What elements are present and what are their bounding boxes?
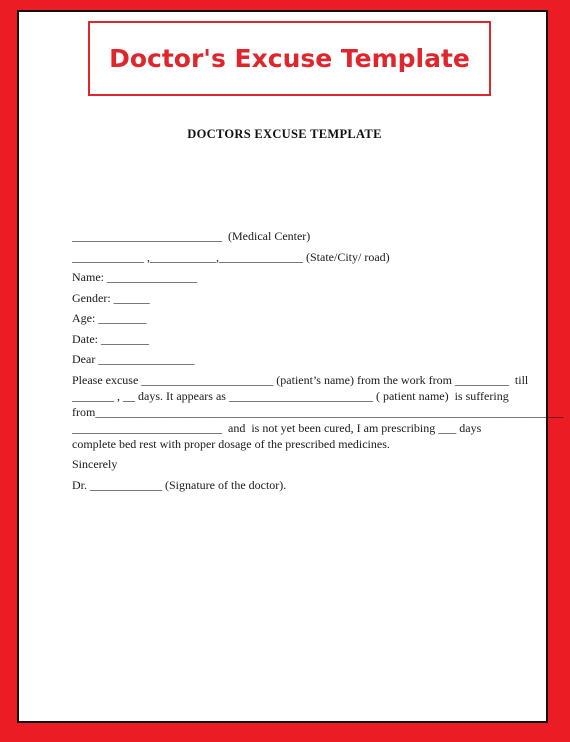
date-field-line: Date: ________ (72, 332, 149, 346)
gender-field-line: Gender: ______ (72, 291, 150, 305)
document-page (17, 10, 564, 723)
name-field-line: Name: _______________ (72, 270, 197, 284)
dear-line: Dear ________________ (72, 352, 195, 366)
body-line-3: from______________________________________________________________________________ (72, 405, 564, 419)
signature-line: Dr. ____________ (Signature of the doctor). (72, 478, 287, 492)
closing-line: Sincerely (72, 457, 118, 471)
banner-title: Doctor's Excuse Template (109, 44, 470, 73)
document-title: DOCTORS EXCUSE TEMPLATE (187, 127, 382, 141)
body-line-4: _________________________ and is not yet been cured, I am prescribing ___ days (72, 421, 482, 435)
body-line-1: Please excuse ______________________ (patient’s name) from the work from _________ till (72, 373, 529, 387)
body-line-2: _______ , __ days. It appears as ________________________ ( patient name) is suffering (72, 389, 509, 403)
medical-center-line: _________________________ (Medical Center) (72, 229, 311, 243)
body-line-5: complete bed rest with proper dosage of the prescribed medicines. (72, 437, 390, 451)
age-field-line: Age: ________ (72, 311, 147, 325)
header-banner (88, 21, 491, 96)
address-line: ____________ ,___________,______________ (State/City/ road) (72, 250, 390, 264)
